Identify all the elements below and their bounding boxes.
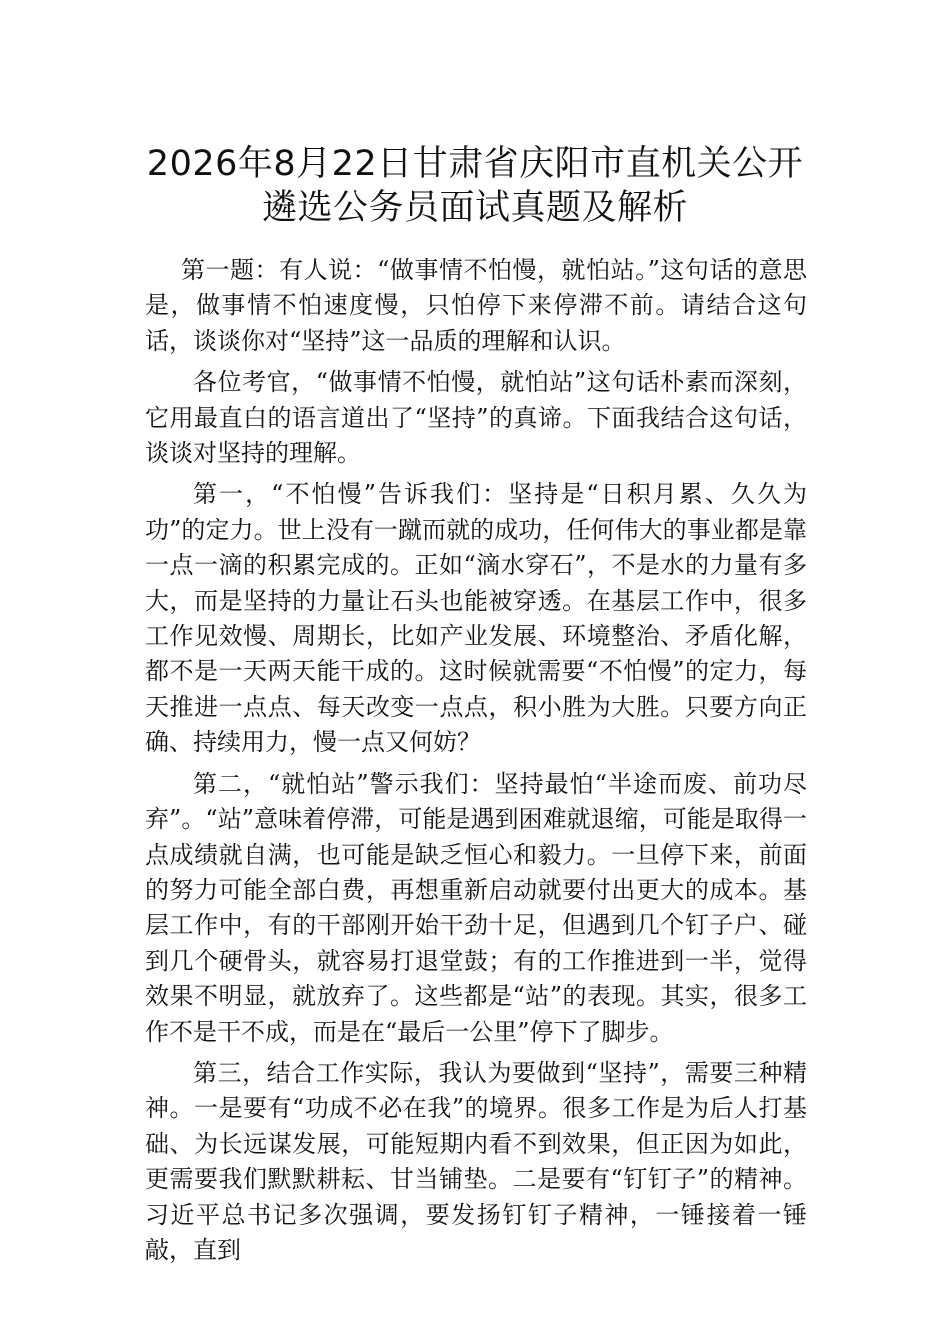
document-body [145, 253, 807, 1274]
question-paragraph: 第一题：有人说：“做事情不怕慢，就怕站。”这句话的意思是，做事情不怕速度慢，只怕停下来停滞不前。请结合这句话，谈谈你对“坚持”这一品质的理解和认识。 [145, 256, 807, 355]
point-one-paragraph: 第一，“不怕慢”告诉我们：坚持是“日积月累、久久为功”的定力。世上没有一蹴而就的成功，任何伟大的事业都是靠一点一滴的积累完成的。正如“滴水穿石”，不是水的力量有多大，而是坚持的力量让石头也能被穿透。在基层工作中，很多工作见效慢、周期长，比如产业发展、环境整治、矛盾化解，都不是一天两天能干成的。这时候就需要“不怕慢”的定力，每天推进一点点、每天改变一点点，积小胜为大胜。只要方向正确、持续用力，慢一点又何妨？ [145, 480, 807, 757]
point-two-paragraph: 第二，“就怕站”警示我们：坚持最怕“半途而废、前功尽弃”。“站”意味着停滞，可能是遇到困难就退缩，可能是取得一点成绩就自满，也可能是缺乏恒心和毅力。一旦停下来，前面的努力可能全部白费，再想重新启动就要付出更大的成本。基层工作中，有的干部刚开始干劲十足，但遇到几个钉子户、碰到几个硬骨头，就容易打退堂鼓；有的工作推进到一半，觉得效果不明显，就放弃了。这些都是“站”的表现。其实，很多工作不是干不成，而是在“最后一公里”停下了脚步。 [145, 769, 807, 1046]
point-three-paragraph: 第三，结合工作实际，我认为要做到“坚持”，需要三种精神。一是要有“功成不必在我”的境界。很多工作是为后人打基础、为长远谋发展，可能短期内看不到效果，但正因为如此，更需要我们默默耕耘、甘当铺垫。二是要有“钉钉子”的精神。习近平总书记多次强调，要发扬钉钉子精神，一锤接着一锤敲，直到 [145, 1058, 807, 1264]
title-line-1: 2026年8月22日甘肃省庆阳市直机关公开 [146, 144, 804, 184]
answer-intro-paragraph: 各位考官，“做事情不怕慢，就怕站”这句话朴素而深刻，它用最直白的语言道出了“坚持”的真谛。下面我结合这句话，谈谈对坚持的理解。 [145, 368, 807, 468]
document-title [100, 142, 850, 230]
title-line-2: 遴选公务员面试真题及解析 [261, 188, 688, 228]
